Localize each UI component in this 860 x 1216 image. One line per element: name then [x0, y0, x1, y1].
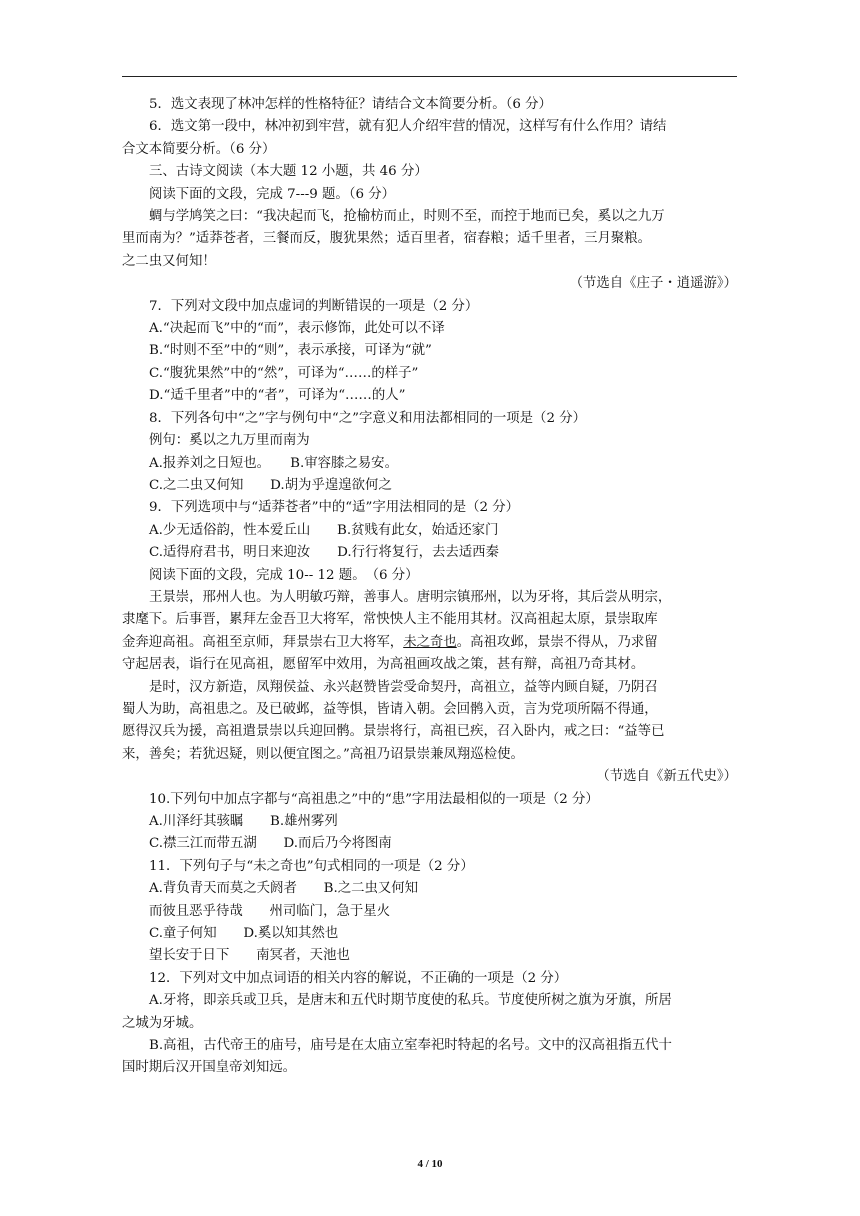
option-line: 国时期后汉开国皇帝刘知远。 [122, 1060, 297, 1076]
option-line: 望长安于日下 南冥者，天池也 [149, 948, 350, 964]
question-12: 12．下列对文中加点词语的相关内容的解说，不正确的一项是（2 分） [149, 970, 568, 986]
option-line: C.童子何知 D.奚以知其然也 [149, 926, 339, 942]
question-6-cont: 合文本简要分析。（6 分） [122, 141, 276, 157]
option-line: A.背负青天而莫之夭阏者 B.之二虫又何知 [149, 881, 419, 897]
passage-text: 。高祖攻邺，景崇不得从，乃求留 [456, 634, 658, 650]
question-9: 9．下列选项中与“适莽苍者”中的“适”字用法相同的是（2 分） [149, 500, 520, 516]
question-11: 11．下列句子与“未之奇也”句式相同的一项是（2 分） [149, 858, 474, 874]
option-line: C.“腹犹果然”中的“然”，可译为“……的样子” [149, 365, 419, 381]
passage-line: 愿得汉兵为援，高祖遣景崇以兵迎回鹘。景崇将行，高祖已疾，召入卧内，戒之曰：“益等已 [122, 724, 665, 740]
passage-line [122, 632, 737, 654]
option-line: C.之二虫又何知 D.胡为乎遑遑欲何之 [149, 477, 392, 493]
option-line: A.报养刘之日短也。 B.审容膝之易安。 [149, 455, 398, 471]
passage-source: （节选自《庄子・逍遥游》） [569, 276, 737, 292]
page-body [122, 94, 737, 1080]
option-line: A.“决起而飞”中的“而”，表示修饰，此处可以不译 [149, 321, 445, 337]
passage-line: 蜀人为助，高祖患之。及已破邺，益等惧，皆请入朝。会回鹘入贡，言为党项所隔不得通， [122, 701, 658, 717]
question-5: 5．选文表现了林冲怎样的性格特征？请结合文本简要分析。（6 分） [149, 97, 552, 112]
passage-line: 来，善矣；若犹迟疑，则以便宜图之。”高祖乃诏景崇兼凤翔巡检使。 [122, 746, 524, 762]
passage-line: 里而南为？”适莽苍者，三餐而反，腹犹果然；适百里者，宿舂粮；适千里者，三月聚粮。 [122, 231, 652, 247]
option-line: B.高祖，古代帝王的庙号，庙号是在太庙立室奉祀时特起的名号。文中的汉高祖指五代十 [149, 1038, 672, 1054]
passage-line: 隶麾下。后事晋，累拜左金吾卫大将军，常怏怏人主不能用其材。汉高祖起太原，景崇取库 [122, 612, 658, 628]
question-6: 6．选文第一段中，林冲初到牢营，就有犯人介绍牢营的情况，这样写有什么作用？请结 [149, 119, 667, 135]
question-7: 7．下列对文段中加点虚词的判断错误的一项是（2 分） [149, 298, 479, 314]
option-line: 而彼且恶乎待哉 州司临门，急于星火 [149, 903, 391, 919]
option-line: A.牙将，即亲兵或卫兵，是唐末和五代时期节度使的私兵。节度使所树之旗为牙旗，所居 [149, 993, 672, 1009]
option-line: C.襟三江而带五湖 D.而后乃今将图南 [149, 836, 392, 852]
passage-text: 金奔迎高祖。高祖至京师，拜景崇右卫大将军， [122, 634, 404, 650]
example-sentence: 例句：奚以之九万里而南为 [149, 433, 310, 449]
passage-line: 之二虫又何知！ [122, 253, 216, 269]
passage-line: 王景崇，邢州人也。为人明敏巧辩，善事人。唐明宗镇邢州，以为牙将，其后尝从明宗， [149, 589, 672, 605]
page-number: 4 / 10 [417, 1158, 443, 1170]
question-10: 10.下列句中加点字都与“高祖患之”中的“患”字用法最相似的一项是（2 分） [149, 791, 599, 807]
header-rule [122, 76, 737, 77]
option-line: D.“适千里者”中的“者”，可译为“……的人” [149, 388, 406, 404]
underlined-phrase: 未之奇也 [403, 634, 457, 650]
question-8: 8．下列各句中“之”字与例句中“之”字意义和用法都相同的一项是（2 分） [149, 410, 587, 426]
passage-line: 蜩与学鸠笑之曰：“我决起而飞，抢榆枋而止，时则不至，而控于地而已矣，奚以之九万 [149, 209, 665, 225]
option-line: B.“时则不至”中的“则”，表示承接，可译为“就” [149, 343, 432, 359]
option-line: C.适得府君书，明日来迎汝 D.行行将复行，去去适西秦 [149, 545, 499, 561]
reading-instruction: 阅读下面的文段，完成 10-- 12 题。 （6 分） [149, 567, 419, 583]
passage-line: 是时，汉方新造，凤翔侯益、永兴赵赞皆尝受命契丹，高祖立，益等内顾自疑，乃阴召 [149, 679, 658, 695]
option-line: A.少无适俗韵，性本爱丘山 B.贫贱有此女，始适还家门 [149, 522, 499, 538]
reading-instruction: 阅读下面的文段，完成 7---9 题。（6 分） [149, 186, 396, 202]
option-line: 之城为牙城。 [122, 1015, 203, 1031]
passage-source: （节选自《新五代史》） [596, 769, 737, 785]
option-line: A.川泽纡其骇瞩 B.雄州雾列 [149, 814, 338, 829]
section-heading: 三、古诗文阅读（本大题 12 小题，共 46 分） [149, 164, 428, 180]
passage-line: 守起居表，诣行在见高祖，愿留军中效用，为高祖画攻战之策，甚有辩，高祖乃奇其材。 [122, 657, 645, 673]
